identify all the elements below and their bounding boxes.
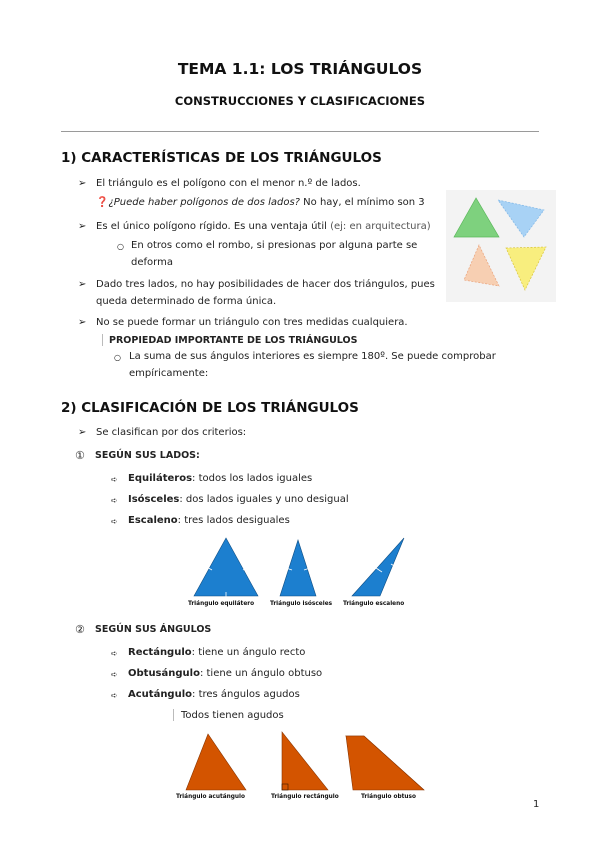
- bullet-text: Se clasifican por dos criterios:: [96, 427, 247, 438]
- figure-label: Triángulo rectángulo: [271, 794, 339, 800]
- sub-bullet-circle-icon: ○: [114, 353, 121, 362]
- figure-label: Triángulo escaleno: [343, 601, 405, 607]
- sub-bullet-circle-icon: ○: [117, 242, 124, 251]
- figure-label: Triángulo obtuso: [361, 794, 416, 800]
- section1-heading: 1) CARACTERÍSTICAS DE LOS TRIÁNGULOS: [61, 150, 382, 166]
- bullet-arrow-icon: ➢: [78, 317, 87, 328]
- sub-bullet-text: deforma: [131, 257, 173, 268]
- note-text: Todos tienen agudos: [181, 710, 284, 721]
- scalene-triangle: [352, 538, 404, 596]
- bullet-arrow-icon: ➢: [78, 279, 87, 290]
- bullet-text: Dado tres lados, no hay posibilidades de hacer dos triángulos, pues: [96, 279, 435, 290]
- colored-triangles-image: [446, 190, 556, 302]
- sub-bullet-text: En otros como el rombo, si presionas por alguna parte se: [131, 240, 418, 251]
- figure-label: Triángulo isósceles: [270, 601, 333, 607]
- side-type-item: Equiláteros: todos los lados iguales: [128, 473, 313, 484]
- sides-triangles-figure: [186, 534, 416, 602]
- criterion-label: SEGÚN SUS ÁNGULOS: [95, 624, 212, 635]
- section2-heading: 2) CLASIFICACIÓN DE LOS TRIÁNGULOS: [61, 400, 359, 416]
- quote-bar: [102, 334, 103, 346]
- hollow-arrow-icon: ➪: [111, 670, 118, 679]
- isosceles-triangle: [280, 540, 316, 596]
- question-line: ❓¿Puede haber polígonos de dos lados? No hay, el mínimo son 3: [96, 197, 425, 208]
- bullet-text: No se puede formar un triángulo con tres medidas cualquiera.: [96, 317, 408, 328]
- page-number: 1: [533, 799, 540, 810]
- criterion-number-2: ②: [75, 623, 85, 636]
- hollow-arrow-icon: ➪: [111, 691, 118, 700]
- bullet-text: queda determinado de forma única.: [96, 296, 277, 307]
- bullet-arrow-icon: ➢: [78, 427, 87, 438]
- figure-label: Triángulo acutángulo: [176, 794, 245, 800]
- bullet-text: El triángulo es el polígono con el menor n.º de lados.: [96, 178, 361, 189]
- property-heading: PROPIEDAD IMPORTANTE DE LOS TRIÁNGULOS: [109, 335, 358, 346]
- angle-type-item: Acutángulo: tres ángulos agudos: [128, 689, 300, 700]
- criterion-number-1: ①: [75, 449, 85, 462]
- hollow-arrow-icon: ➪: [111, 517, 118, 526]
- bullet-text: Es el único polígono rígido. Es una ventaja útil (ej: en arquitectura): [96, 221, 431, 232]
- page-title: TEMA 1.1: LOS TRIÁNGULOS: [177, 60, 423, 78]
- criterion-label: SEGÚN SUS LADOS:: [95, 450, 200, 461]
- angles-triangles-figure: [178, 730, 438, 794]
- hollow-arrow-icon: ➪: [111, 475, 118, 484]
- right-triangle: [282, 732, 328, 790]
- angle-type-item: Rectángulo: tiene un ángulo recto: [128, 647, 306, 658]
- angle-type-item: Obtusángulo: tiene un ángulo obtuso: [128, 668, 323, 679]
- figure-label: Triángulo equilátero: [188, 601, 255, 607]
- property-text: empíricamente:: [129, 368, 209, 379]
- question-mark-icon: ❓: [96, 197, 109, 208]
- property-text: La suma de sus ángulos interiores es siempre 180º. Se puede comprobar: [129, 351, 496, 362]
- quote-bar: [173, 709, 174, 721]
- side-type-item: Escaleno: tres lados desiguales: [128, 515, 290, 526]
- divider: [61, 131, 539, 132]
- hollow-arrow-icon: ➪: [111, 496, 118, 505]
- bullet-arrow-icon: ➢: [78, 178, 87, 189]
- acute-triangle: [186, 734, 246, 790]
- page-subtitle: CONSTRUCCIONES Y CLASIFICACIONES: [174, 94, 426, 108]
- bullet-arrow-icon: ➢: [78, 221, 87, 232]
- side-type-item: Isósceles: dos lados iguales y uno desigual: [128, 494, 349, 505]
- hollow-arrow-icon: ➪: [111, 649, 118, 658]
